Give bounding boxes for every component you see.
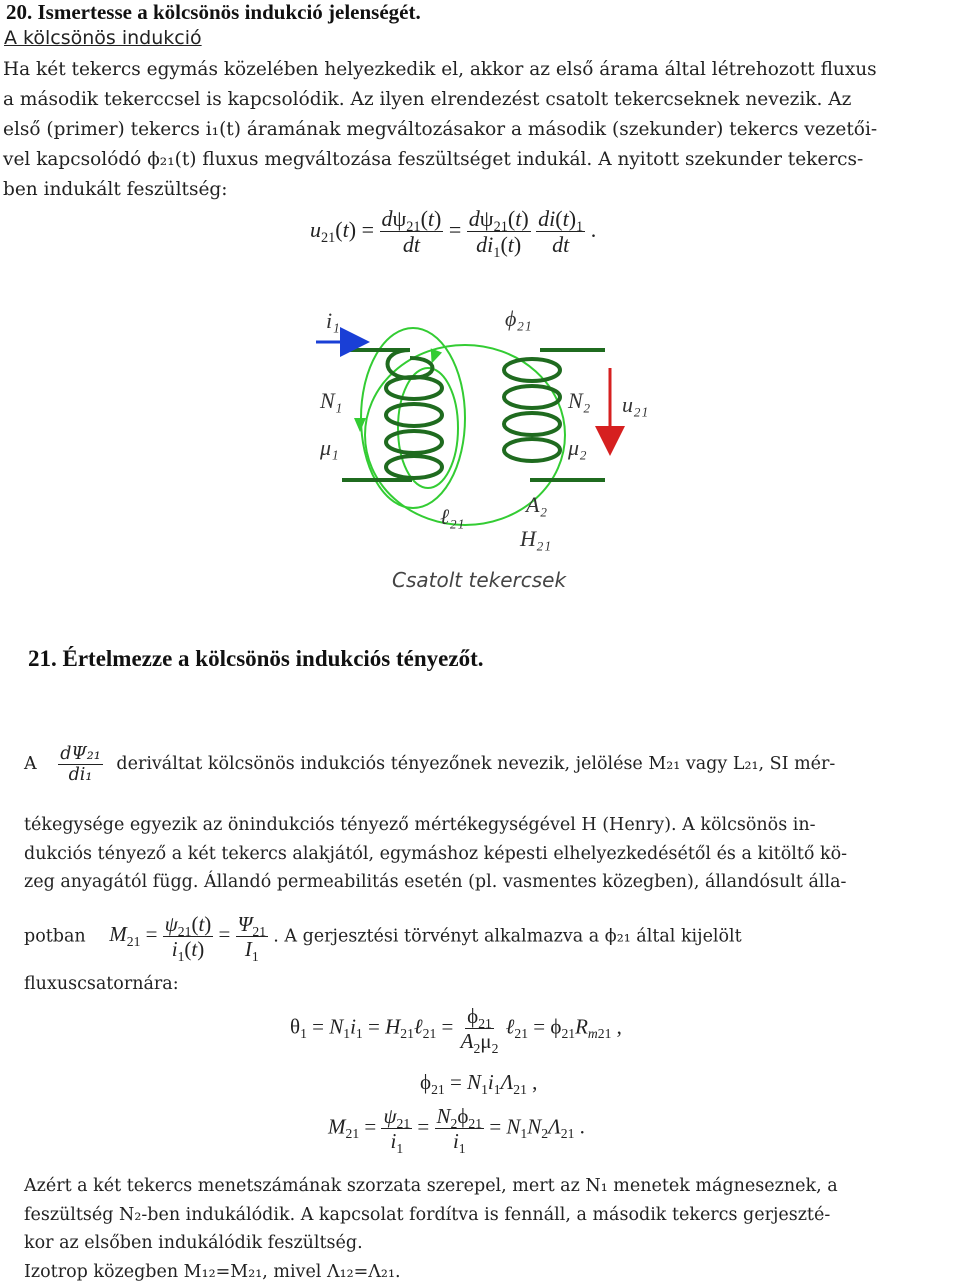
flux-loop-inner <box>398 368 458 488</box>
label-u21: u₂₁ <box>622 392 649 417</box>
q20-line-4: vel kapcsolódó ϕ₂₁(t) fluxus megváltozása feszültséget indukál. A nyitott szekunder tekercs- <box>3 149 864 170</box>
question-21-title: 21. Értelmezze a kölcsönös indukciós tényezőt. <box>28 646 484 671</box>
primary-coil <box>342 350 442 480</box>
q21-line-2: dukciós tényező a két tekercs alakjától, egymáshoz képesti elhelyezkedésétől és a kitöltő kö- <box>24 843 848 864</box>
q21-closing <box>24 1172 954 1286</box>
q21-first-line <box>24 744 835 785</box>
potban-eq: $M_{21}$ = $\frac{\psi_{21}(t)}{i_1(t)}$ = $\frac{\Psi_{21}}{I_1}$ <box>109 912 267 964</box>
q20-line-3: első (primer) tekercs i₁(t) áramának megváltozásakor a második (szekunder) tekercs vezetői- <box>3 119 878 140</box>
line1-rest: deriváltat kölcsönös indukciós tényezőnek nevezik, jelölése M₂₁ vagy L₂₁, SI mér- <box>116 754 836 775</box>
eq-frac-3: $\frac{di(t)_1}{dt}$ <box>538 206 584 258</box>
q21-eq2: $\phi_{21} = N_1i_1\Lambda_{21}$ , <box>420 1070 538 1097</box>
potban-rest: . A gerjesztési törvényt alkalmazva a ϕ₂₁ által kijelölt <box>273 926 742 947</box>
closing-line-3: kor az elsőben indukálódik feszültség. <box>24 1233 363 1253</box>
closing-line-1: Azért a két tekercs menetszámának szorzata szerepel, mert az N₁ menetek mágneseznek, a <box>24 1176 838 1196</box>
intro-fraction <box>58 744 103 785</box>
label-A2: A₂ <box>526 492 548 517</box>
intro-prefix: A <box>24 754 37 775</box>
q21-line-3: zeg anyagától függ. Állandó permeabilitás esetén (pl. vasmentes közegben), állandósult álla- <box>24 872 847 892</box>
q20-paragraph <box>3 55 958 205</box>
label-mu1: μ₁ <box>320 435 339 460</box>
section-heading: A kölcsönös indukció <box>4 27 202 49</box>
q21-paragraph <box>24 811 954 897</box>
intro-fraction-num: dΨ₂₁ <box>60 744 101 764</box>
label-i1: i₁ <box>326 308 340 333</box>
fluxus-line: fluxuscsatornára: <box>24 974 179 994</box>
label-l21: ℓ₂₁ <box>440 504 465 529</box>
label-H21: H₂₁ <box>520 526 552 551</box>
eq-frac-2: $\frac{d\psi_{21}(t)}{di_1(t)}$ <box>468 206 529 262</box>
potban-start: potban <box>24 926 86 947</box>
label-N1: N₁ <box>320 388 343 413</box>
eq-frac-1: $\frac{d\psi_{21}(t)}{dt}$ <box>381 206 442 258</box>
label-N2: N₂ <box>568 388 591 413</box>
q21-eq3: $M_{21}$ = $\frac{\psi_{21}}{i_1}$ = $\frac{N_2\phi_{21}}{i_1}$ = $N_1N_2\Lambda_{21}$ . <box>328 1104 585 1156</box>
q20-line-2: a második tekerccsel is kapcsolódik. Az ilyen elrendezést csatolt tekercseknek nevezik. Az <box>3 89 852 110</box>
q21-line-1: tékegysége egyezik az önindukciós tényező mértékegységével H (Henry). A kölcsönös in- <box>24 815 816 835</box>
q21-eq1: $\theta_1 = N_1i_1$ = $H_{21}\ell_{21}$ = $\frac{\phi_{21}}{A_2\mu_2}$ ℓ$_{21}$ = $\phi_{21}R_{m21}$ , <box>290 1004 622 1056</box>
diagram-caption: Csatolt tekercsek <box>392 568 567 592</box>
q20-line-1: Ha két tekercs egymás közelében helyezkedik el, akkor az első árama által létrehozott fluxus <box>3 59 877 80</box>
label-mu2: μ₂ <box>568 435 587 460</box>
secondary-coil <box>504 350 605 480</box>
intro-fraction-den: di₁ <box>68 765 93 786</box>
coupled-coils-diagram <box>300 300 670 560</box>
closing-line-2: feszültség N₂-ben indukálódik. A kapcsolat fordítva is fennáll, a második tekercs gerjeszté- <box>24 1204 831 1225</box>
eq-lhs: $u_{21}(t)$ <box>310 216 357 246</box>
potban-line <box>24 912 742 964</box>
q20-equation: $u_{21}(t)$ = $\frac{d\psi_{21}(t)}{dt}$ = $\frac{d\psi_{21}(t)}{di_1(t)}$ $\frac{di(t)_1}{dt}$ . <box>310 206 597 262</box>
closing-line-4: Izotrop közegben M₁₂=M₂₁, mivel Λ₁₂=Λ₂₁. <box>24 1261 401 1282</box>
question-20-title: 20. Ismertesse a kölcsönös indukció jelenségét. <box>6 0 421 24</box>
label-phi21: ϕ₂₁ <box>505 306 532 331</box>
q20-line-5: ben indukált feszültség: <box>3 179 228 200</box>
